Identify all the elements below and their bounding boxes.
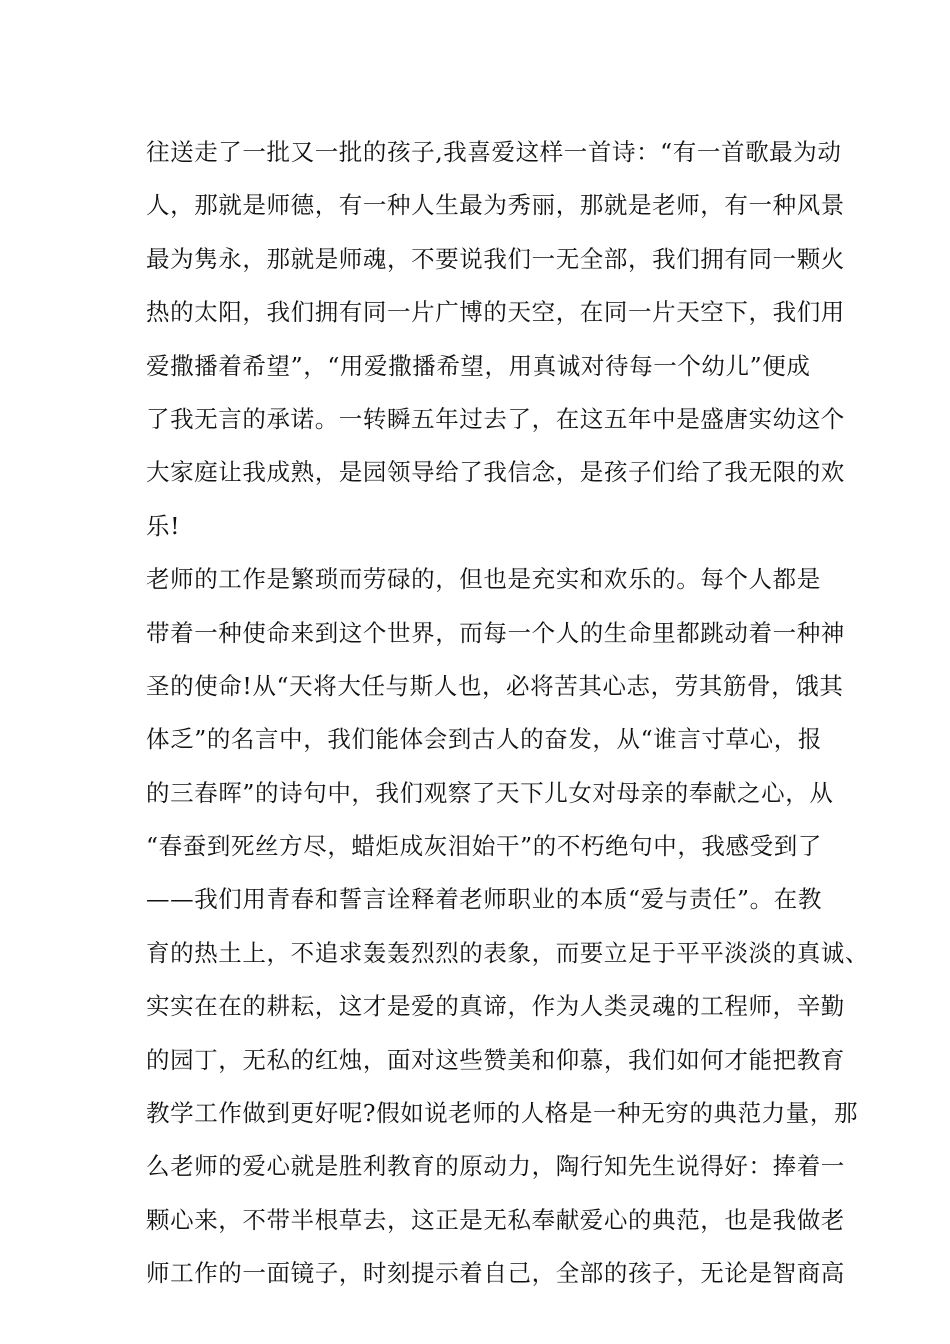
text-line: 体乏”的名言中，我们能体会到古人的奋发，从“谁言寸草心，报 bbox=[146, 725, 822, 754]
text-line: 的园丁，无私的红烛，面对这些赞美和仰慕，我们如何才能把教育 bbox=[146, 1045, 845, 1074]
text-line: 么老师的爱心就是胜利教育的原动力，陶行知先生说得好：捧着一 bbox=[146, 1152, 845, 1181]
text-line: 乐! bbox=[146, 511, 181, 540]
text-line: 颗心来，不带半根草去，这正是无私奉献爱心的典范，也是我做老 bbox=[146, 1205, 845, 1234]
text-line: 教学工作做到更好呢?假如说老师的人格是一种无穷的典范力量，那 bbox=[146, 1099, 859, 1128]
text-line: 实实在在的耕耘，这才是爱的真谛，作为人类灵魂的工程师，辛勤 bbox=[146, 992, 845, 1021]
text-line: 育的热土上，不追求轰轰烈烈的表象，而要立足于平平淡淡的真诚、 bbox=[146, 938, 869, 967]
text-line: 师工作的一面镜子，时刻提示着自己，全部的孩子，无论是智商高 bbox=[146, 1259, 845, 1288]
text-line: 老师的工作是繁琐而劳碌的，但也是充实和欢乐的。每个人都是 bbox=[146, 565, 821, 594]
text-line: ——我们用青春和誓言诠释着老师职业的本质“爱与责任”。在教 bbox=[146, 885, 822, 914]
text-line: 人，那就是师德，有一种人生最为秀丽，那就是老师，有一种风景 bbox=[146, 191, 845, 220]
text-line: 了我无言的承诺。一转瞬五年过去了，在这五年中是盛唐实幼这个 bbox=[146, 404, 845, 433]
text-body bbox=[146, 126, 869, 1301]
text-line: 的三春晖”的诗句中，我们观察了天下儿女对母亲的奉献之心，从 bbox=[146, 778, 834, 807]
text-line: 最为隽永，那就是师魂，不要说我们一无全部，我们拥有同一颗火 bbox=[146, 244, 845, 273]
text-line: 大家庭让我成熟，是园领导给了我信念，是孩子们给了我无限的欢 bbox=[146, 458, 845, 487]
text-line: 往送走了一批又一批的孩子,我喜爱这样一首诗：“有一首歌最为动 bbox=[146, 138, 842, 166]
text-line: “春蚕到死丝方尽，蜡炬成灰泪始干”的不朽绝句中，我感受到了 bbox=[146, 832, 822, 861]
text-line: 带着一种使命来到这个世界，而每一个人的生命里都跳动着一种神 bbox=[146, 618, 845, 647]
text-line: 爱撒播着希望”，“用爱撒播希望，用真诚对待每一个幼儿”便成 bbox=[146, 351, 811, 380]
text-line: 热的太阳，我们拥有同一片广博的天空，在同一片天空下，我们用 bbox=[146, 298, 845, 327]
text-line: 圣的使命!从“天将大任与斯人也，必将苦其心志，劳其筋骨，饿其 bbox=[146, 671, 844, 700]
